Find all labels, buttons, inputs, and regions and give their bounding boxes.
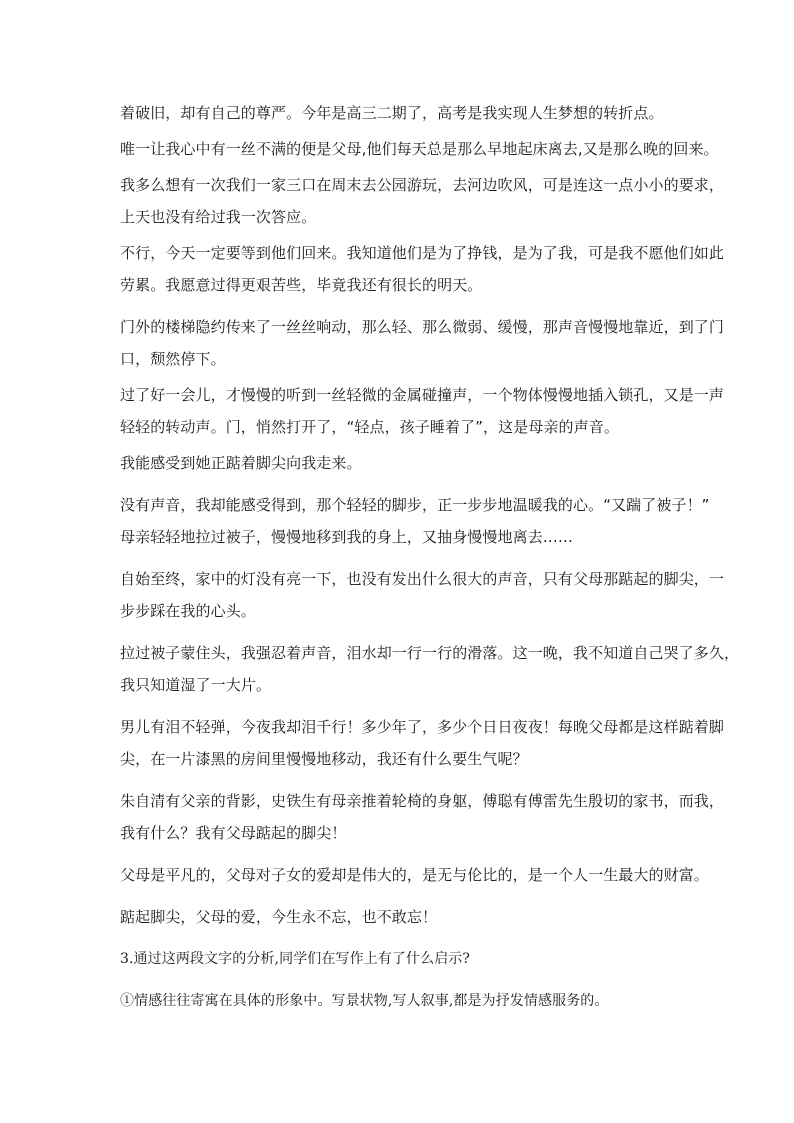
answer-1: ①情感往往寄寓在具体的形象中。写景状物,写人叙事,都是为抒发情感服务的。 [120, 993, 609, 1009]
paragraph-2: 唯一让我心中有一丝不满的便是父母,他们每天总是那么早地起床离去,又是那么晚的回来。 [120, 140, 719, 158]
paragraph-10: 拉过被子蒙住头，我强忍着声音，泪水却一行一行的滑落。这一晚，我不知道自己哭了多久， 我只知道湿了一大片。 [120, 644, 740, 694]
paragraph-12: 朱自清有父亲的背影，史铁生有母亲推着轮椅的身躯，傅聪有傅雷先生殷切的家书，而我， 我有什么？我有父母踮起的脚尖！ [120, 792, 725, 842]
paragraph-6: 过了好一会儿，才慢慢的听到一丝轻微的金属碰撞声，一个物体慢慢地插入锁孔，又是一声 轻轻的转动声。门，悄然打开了，“轻点，孩子睡着了”，这是母亲的声音。 [120, 386, 725, 436]
paragraph-5: 门外的楼梯隐约传来了一丝丝响动，那么轻、那么微弱、缓慢，那声音慢慢地靠近，到了门 口，颓然停下。 [120, 318, 725, 368]
paragraph-13: 父母是平凡的，父母对子女的爱却是伟大的，是无与伦比的，是一个人一生最大的财富。 [120, 866, 709, 884]
paragraph-3: 我多么想有一次我们一家三口在周末去公园游玩，去河边吹风，可是连这一点小小的要求， 上天也没有给过我一次答应。 [120, 176, 725, 226]
paragraph-11: 男儿有泪不轻弹，今夜我却泪千行！多少年了，多少个日日夜夜！每晚父母都是这样踮着脚 尖，在一片漆黑的房间里慢慢地移动，我还有什么要生气呢？ [120, 718, 725, 768]
document-body [120, 97, 740, 1017]
paragraph-9: 自始至终，家中的灯没有亮一下，也没有发出什么很大的声音，只有父母那踮起的脚尖，一 步步踩在我的心头。 [120, 570, 725, 620]
paragraph-4: 不行，今天一定要等到他们回来。我知道他们是为了挣钱，是为了我，可是我不愿他们如此 劳累。我愿意过得更艰苦些，毕竟我还有很长的明天。 [120, 244, 725, 294]
paragraph-14: 踮起脚尖，父母的爱，今生永不忘，也不敢忘！ [120, 908, 438, 926]
paragraph-7: 我能感受到她正踮着脚尖向我走来。 [120, 454, 362, 472]
question-3: 3.通过这两段文字的分析,同学们在写作上有了什么启示? [120, 951, 471, 967]
paragraph-1: 着破旧，却有自己的尊严。今年是高三二期了，高考是我实现人生梦想的转折点。 [120, 104, 664, 122]
paragraph-8: 没有声音，我却能感受得到，那个轻轻的脚步，正一步步地温暖我的心。“又踹了被子！” 母亲轻轻地拉过被子，慢慢地移到我的身上，又抽身慢慢地离去…… [120, 496, 710, 546]
